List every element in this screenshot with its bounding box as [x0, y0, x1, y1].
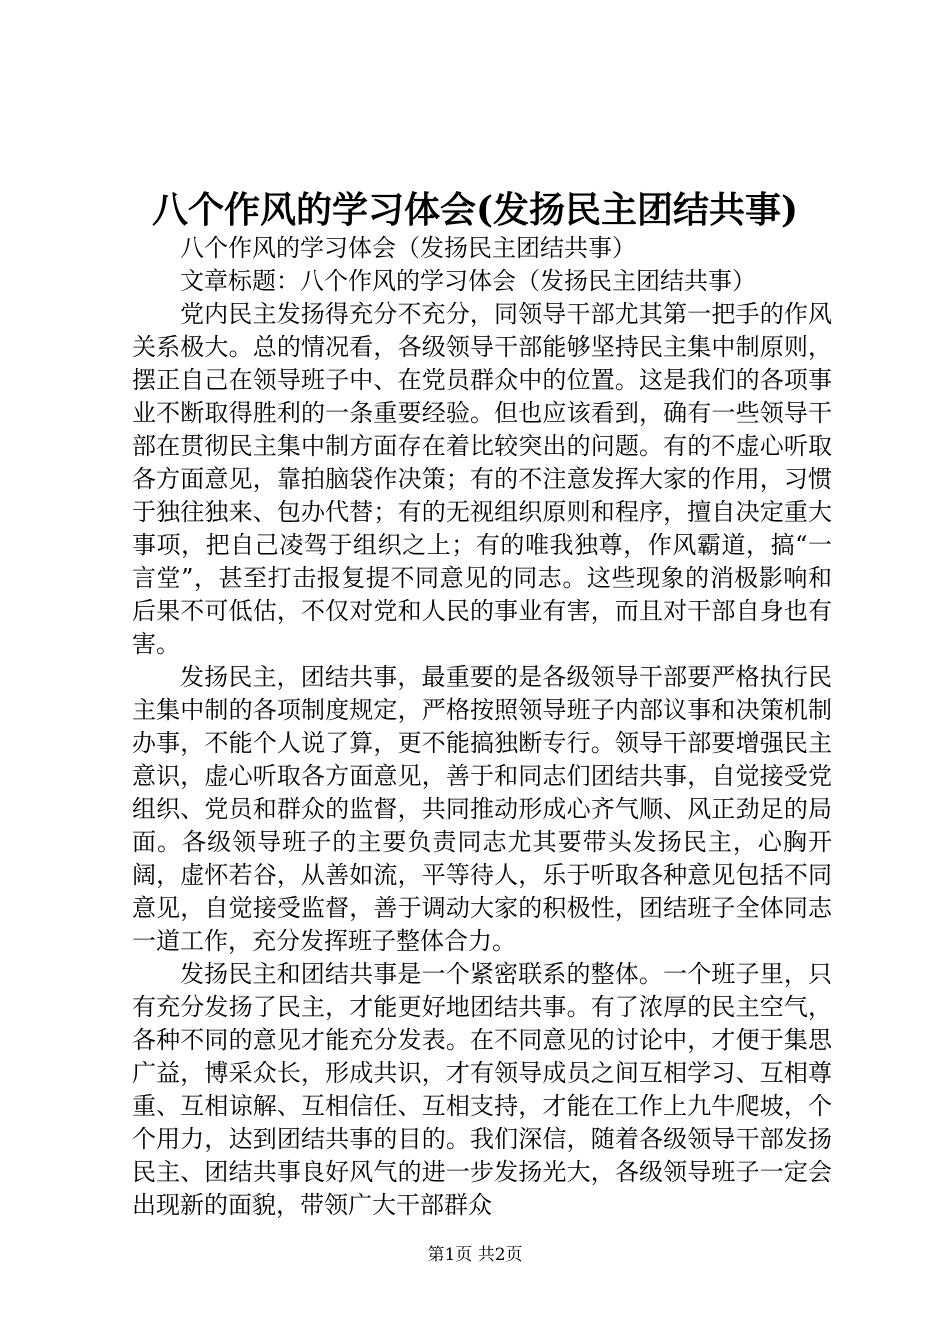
document-body — [132, 232, 832, 1222]
document-title: 八个作风的学习体会(发扬民主团结共事) — [151, 189, 799, 231]
paragraph-body-3: 发扬民主和团结共事是一个紧密联系的整体。一个班子里，只有充分发扬了民主，才能更好地团结共事。有了浓厚的民主空气，各种不同的意见才能充分发表。在不同意见的讨论中，才便于集思广益，博采众长，形成共识，才有领导成员之间互相学习、互相尊重、互相谅解、互相信任、互相支持，才能在工作上九牛爬坡，个个用力，达到团结共事的目的。我们深信，随着各级领导干部发扬民主、团结共事良好风气的进一步发扬光大，各级领导班子一定会出现新的面貌，带领广大干部群众 — [132, 960, 832, 1219]
paragraph-body-1: 党内民主发扬得充分不充分，同领导干部尤其第一把手的作风关系极大。总的情况看，各级领导干部能够坚持民主集中制原则，摆正自己在领导班子中、在党员群众中的位置。这是我们的各项事业不断取得胜利的一条重要经验。但也应该看到，确有一些领导干部在贯彻民主集中制方面存在着比较突出的问题。有的不虚心听取各方面意见，靠拍脑袋作决策；有的不注意发挥大家的作用，习惯于独往独来、包办代替；有的无视组织原则和程序，擅自决定重大事项，把自己凌驾于组织之上；有的唯我独尊，作风霸道，搞“一言堂”，甚至打击报复提不同意见的同志。这些现象的消极影响和后果不可低估，不仅对党和人民的事业有害，而且对干部自身也有害。 — [132, 300, 832, 658]
paragraph-article-title: 文章标题：八个作风的学习体会（发扬民主团结共事） — [180, 267, 756, 295]
paragraph-body-2: 发扬民主，团结共事，最重要的是各级领导干部要严格执行民主集中制的各项制度规定，严格按照领导班子内部议事和决策机制办事，不能个人说了算，更不能搞独断专行。领导干部要增强民主意识，虚心听取各方面意见，善于和同志们团结共事，自觉接受党组织、党员和群众的监督，共同推动形成心齐气顺、风正劲足的局面。各级领导班子的主要负责同志尤其要带头发扬民主，心胸开阔，虚怀若谷，从善如流，平等待人，乐于听取各种意见包括不同意见，自觉接受监督，善于调动大家的积极性，团结班子全体同志一道工作，充分发挥班子整体合力。 — [132, 663, 832, 955]
page-footer: 第1页 共2页 — [427, 1245, 523, 1265]
paragraph-subtitle: 八个作风的学习体会（发扬民主团结共事） — [180, 234, 636, 262]
